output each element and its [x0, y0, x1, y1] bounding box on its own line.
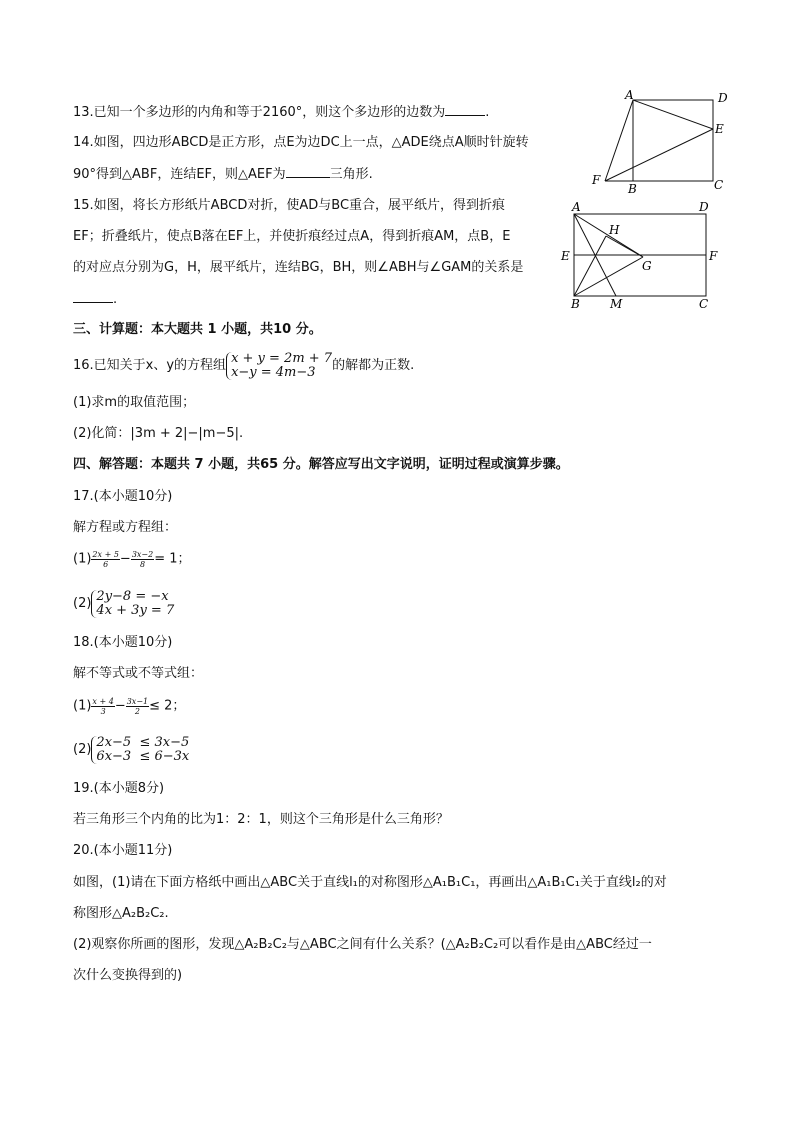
q15-line1: 15.如图，将长方形纸片ABCD对折，使AD与BC重合，展平纸片，得到折痕 — [73, 198, 506, 213]
q15-line4 — [73, 290, 117, 309]
label-c: C — [714, 178, 724, 192]
q18-part1 — [73, 697, 185, 723]
label-h: H — [609, 223, 620, 237]
frac-denominator: 8 — [139, 560, 146, 569]
frac-numerator: 3x−1 — [126, 697, 149, 706]
label-b: B — [571, 297, 580, 311]
q16-post: 的解都为正数. — [332, 358, 415, 373]
frac-denominator: 6 — [103, 560, 109, 569]
frac-numerator: 2x + 5 — [92, 550, 119, 559]
q18-p1-label: (1) — [73, 698, 92, 714]
segment-fe — [605, 129, 713, 181]
q17-intro: 解方程或方程组： — [73, 520, 178, 535]
label-f: F — [709, 249, 718, 263]
q20-head: 20.(本小题11分) — [73, 843, 173, 858]
figure-rectangle-fold — [556, 198, 726, 313]
q18-p2-label: (2) — [73, 742, 92, 757]
q17-system — [91, 590, 174, 618]
q18-system — [91, 736, 189, 764]
q15-end: . — [113, 292, 118, 307]
q16-pre: 16.已知关于x、y的方程组 — [73, 358, 227, 373]
label-m: M — [610, 297, 623, 311]
frac-denominator: 3 — [100, 707, 106, 716]
q16-part1: (1)求m的取值范围； — [73, 395, 196, 410]
label-b: B — [628, 182, 637, 196]
q20-line1: 如图，(1)请在下面方格纸中画出△ABC关于直线l₁的对称图形△A₁B₁C₁，再画出△A₁B₁C₁关于直线l₂的对 — [73, 875, 667, 890]
label-a: A — [572, 200, 581, 214]
q19-text: 若三角形三个内角的比为1：2：1，则这个三角形是什么三角形？ — [73, 812, 449, 827]
q13-end: . — [485, 105, 490, 120]
q17-part1 — [73, 550, 191, 576]
q20-line3: (2)观察你所画的图形，发现△A₂B₂C₂与△ABC之间有什么关系？(△A₂B₂C₂可以看作是由△ABC经过一 — [73, 937, 652, 952]
segment-ae — [633, 100, 713, 129]
answer-blank[interactable] — [73, 290, 113, 303]
q18-fraction-1 — [91, 697, 114, 716]
answer-blank[interactable] — [445, 103, 485, 116]
q15-line2: EF；折叠纸片，使点B落在EF上，并使折痕经过点A，得到折痕AM，点B，E — [73, 229, 511, 244]
label-f: F — [592, 173, 601, 187]
label-a: A — [625, 88, 634, 102]
q14-line2b: 三角形. — [329, 167, 373, 182]
label-d: D — [699, 200, 709, 214]
frac-numerator: 3x−2 — [131, 550, 154, 559]
label-d: D — [718, 91, 728, 105]
label-g: G — [642, 259, 652, 273]
segment-af — [605, 100, 633, 181]
q16-part2: (2)化简：|3m + 2|−|m−5|. — [73, 426, 244, 441]
q14-line2 — [73, 165, 373, 184]
q15-line3: 的对应点分别为G，H，展平纸片，连结BG，BH，则∠ABH与∠GAM的关系是 — [73, 260, 524, 275]
q14-line1: 14.如图，四边形ABCD是正方形，点E为边DC上一点，△ADE绕点A顺时针旋转 — [73, 135, 529, 150]
q17-head: 17.(本小题10分) — [73, 489, 173, 504]
q18-eq1: 2x−5 ≤ 3x−5 — [96, 735, 190, 750]
square-abcd — [633, 100, 713, 181]
q17-part2 — [73, 590, 174, 620]
q13-text: 13.已知一个多边形的内角和等于2160°，则这个多边形的边数为 — [73, 105, 446, 120]
q16-eq1: x + y = 2m + 7 — [231, 351, 333, 366]
label-e: E — [715, 122, 724, 136]
q14-line2a: 90°得到△ABF，连结EF，则△AEF为 — [73, 167, 286, 182]
q17-fraction-1 — [91, 550, 119, 569]
q16-line — [73, 352, 414, 382]
figure-square-rotation — [585, 85, 735, 197]
q20-line4: 次什么变换得到的) — [73, 968, 183, 983]
q20-line2: 称图形△A₂B₂C₂. — [73, 906, 169, 921]
q17-p1-label: (1) — [73, 551, 92, 567]
q16-system — [226, 352, 332, 380]
q18-eq2: 6x−3 ≤ 6−3x — [96, 749, 190, 764]
q18-p1-rhs: ≤ 2； — [149, 698, 186, 714]
label-e: E — [561, 249, 570, 263]
minus-sign: − — [114, 698, 126, 714]
answer-blank[interactable] — [286, 165, 330, 178]
q18-intro: 解不等式或不等式组： — [73, 666, 204, 681]
frac-numerator: x + 4 — [92, 697, 114, 706]
q13-line — [73, 103, 489, 122]
q17-p1-rhs: = 1； — [154, 551, 191, 567]
q17-eq1: 2y−8 = −x — [96, 589, 169, 604]
minus-sign: − — [119, 551, 131, 567]
section-3-heading: 三、计算题：本大题共 1 小题，共10 分。 — [73, 322, 322, 337]
q18-head: 18.(本小题10分) — [73, 635, 173, 650]
q17-p2-label: (2) — [73, 596, 92, 611]
segment-hg — [606, 236, 643, 257]
section-4-heading: 四、解答题：本题共 7 小题，共65 分。解答应写出文字说明，证明过程或演算步骤。 — [73, 457, 569, 472]
q17-eq2: 4x + 3y = 7 — [96, 603, 175, 618]
q18-part2 — [73, 736, 189, 766]
q19-head: 19.(本小题8分) — [73, 781, 165, 796]
frac-denominator: 2 — [134, 707, 140, 716]
q17-fraction-2 — [131, 550, 154, 569]
label-c: C — [699, 297, 709, 311]
q16-eq2: x−y = 4m−3 — [231, 365, 316, 380]
q18-fraction-2 — [126, 697, 149, 716]
